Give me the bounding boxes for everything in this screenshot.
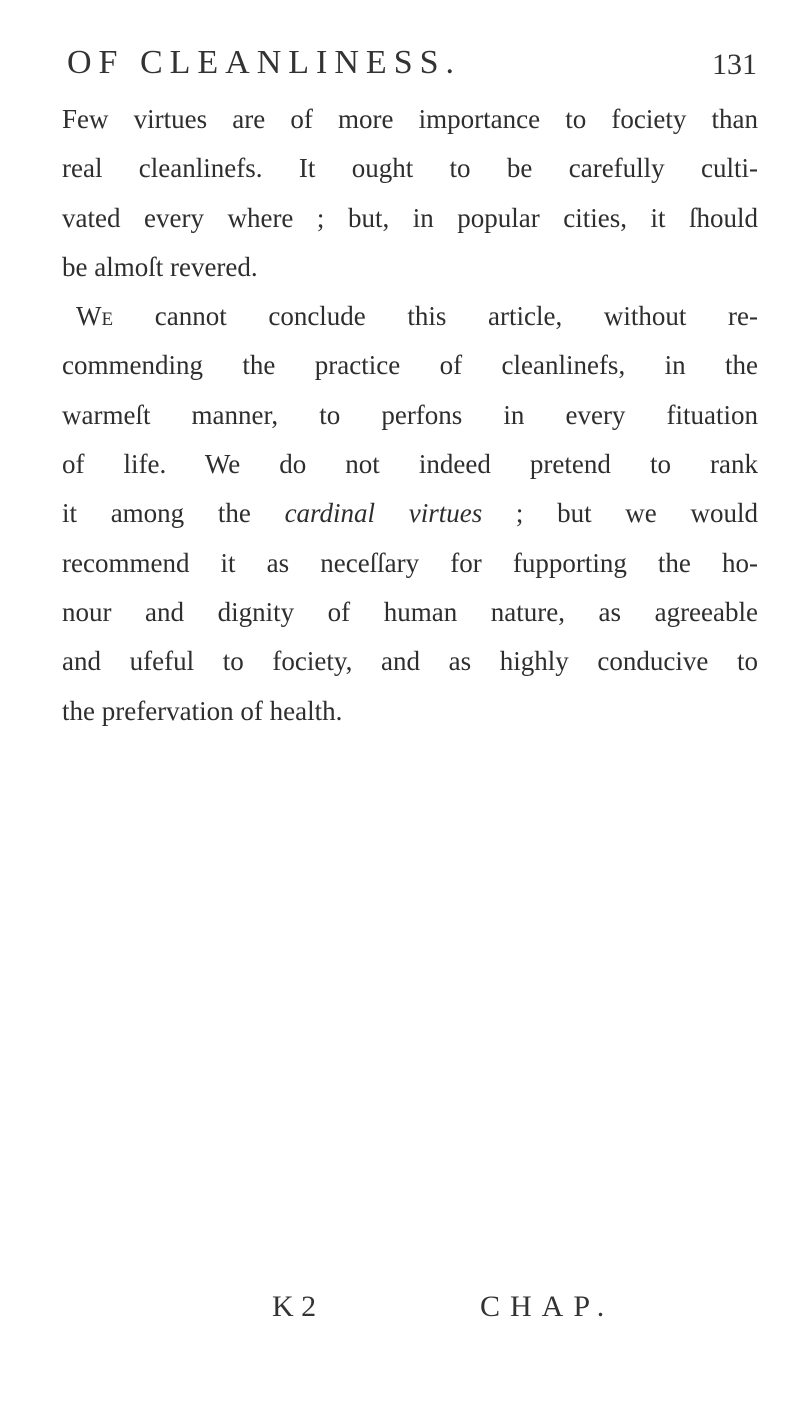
text-line (62, 292, 758, 341)
text-line: vated every where ; but, in popular cities, it ſhould (62, 202, 758, 233)
text-fragment: it among the (62, 498, 285, 529)
catchword: CHAP. (480, 1290, 615, 1323)
text-line: the prefervation of health. (62, 695, 343, 726)
running-head (67, 44, 757, 84)
text-line: warmeſt manner, to perfons in every fituation (62, 399, 758, 430)
text-line: Few virtues are of more importance to fociety than (62, 104, 758, 134)
italic-phrase: cardinal virtues (284, 498, 483, 529)
text-line (62, 489, 758, 538)
text-fragment: cannot conclude this article, without re- (113, 301, 758, 332)
text-line: commending the practice of cleanlinefs, in the (62, 350, 758, 381)
running-title: OF CLEANLINESS. (67, 44, 462, 81)
text-line: recommend it as neceſſary for fupporting the ho- (62, 547, 758, 578)
body-text (62, 95, 758, 736)
text-line: nour and dignity of human nature, as agreeable (62, 596, 758, 627)
text-fragment: ; but we would (482, 498, 758, 529)
paragraph-lead-word: We (76, 301, 114, 332)
page-number: 131 (712, 48, 757, 81)
text-line: real cleanlinefs. It ought to be carefully culti- (62, 153, 758, 184)
signature-mark: K 2 (272, 1290, 317, 1323)
text-line: of life. We do not indeed pretend to rank (62, 449, 758, 480)
text-line: and ufeful to fociety, and as highly conducive to (62, 646, 758, 677)
page-footer (0, 1290, 800, 1330)
text-line: be almoſt revered. (62, 251, 258, 282)
